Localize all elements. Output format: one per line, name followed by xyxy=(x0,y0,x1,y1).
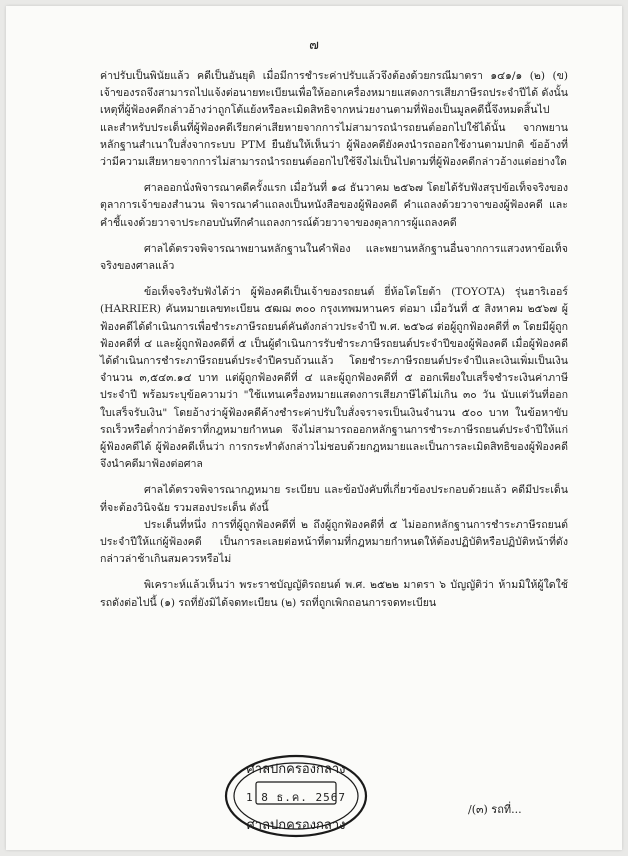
paragraph-evidence-review: ศาลได้ตรวจพิจารณาพยานหลักฐานในคำฟ้อง และพยานหลักฐานอื่นจากการแสวงหาข้อเท็จจริงของศาลแล้ว xyxy=(100,242,568,273)
paragraph-issue-one: ประเด็นที่หนึ่ง การที่ผู้ถูกฟ้องคดีที่ ๒ ถึงผู้ถูกฟ้องคดีที่ ๕ ไม่ออกหลักฐานการชำระภาษีรถยนต์ประจำปีให้แก่ผู้ฟ้องคดี เป็นการละเลยต่อหน้าที่ตามที่กฎหมายกำหนดให้ต้องปฏิบัติหรือปฏิบัติหน้าที่ดังกล่าวล่าช้าเกินสมควรหรือไม่ xyxy=(100,518,568,566)
stamp-court-name-top: ศาลปกครองกลาง xyxy=(246,762,346,777)
document-page xyxy=(6,6,622,850)
paragraph-law-review: ศาลได้ตรวจพิจารณากฎหมาย ระเบียบ และข้อบังคับที่เกี่ยวข้องประกอบด้วยแล้ว คดีมีประเด็นที่จะต้องวินิจฉัย รวมสองประเด็น ดังนี้ xyxy=(100,484,568,514)
paragraph-conclusion-fine: ค่าปรับเป็นพินัยแล้ว คดีเป็นอันยุติ เมื่อมีการชำระค่าปรับแล้วจึงต้องด้วยกรณีมาตรา ๑๔๑/๑ (๒) (ข) เจ้าของรถจึงสามารถไปแจ้งต่อนายทะเบียนเพื่อให้ออกเครื่องหมายแสดงการเสียภาษีรถประจำปีได้ ดังนั้น เหตุที่ผู้ฟ้องคดีกล่าวอ้างว่าถูกโต้แย้งหรือละเมิดสิทธิจากหน่วยงานตามที่ฟ้องเป็นมูลคดีนี้จึงหมดสิ้นไป และสำหรับประเด็นที่ผู้ฟ้องคดีเรียกค่าเสียหายจากการไม่สามารถนำรถยนต์ออกไปใช้ได้นั้น จากพยานหลักฐานสำเนาใบสั่งจากระบบ PTM ยืนยันให้เห็นว่า ผู้ฟ้องคดียังคงนำรถออกใช้งานตามปกติ ข้ออ้างที่ว่ามีความเสียหายจากการไม่สามารถนำรถยนต์ออกไปใช้จึงไม่เป็นไปตามที่ผู้ฟ้องคดีกล่าวอ้างแต่อย่างใด xyxy=(100,70,568,169)
paragraph-facts: ข้อเท็จจริงรับฟังได้ว่า ผู้ฟ้องคดีเป็นเจ้าของรถยนต์ ยี่ห้อโตโยต้า (TOYOTA) รุ่นฮาริเออร์ (HARRIER) คันหมายเลขทะเบียน ๕ฒฌ ๓๐๐ กรุงเทพมหานคร ต่อมา เมื่อวันที่ ๕ สิงหาคม ๒๕๖๗ ผู้ฟ้องคดีได้ดำเนินการเพื่อชำระภาษีรถยนต์คันดังกล่าวประจำปี พ.ศ. ๒๕๖๘ ต่อผู้ถูกฟ้องคดีที่ ๓ โดยมีผู้ถูกฟ้องคดีที่ ๔ และผู้ถูกฟ้องคดีที่ ๕ เป็นผู้ดำเนินการรับชำระภาษีรถยนต์ประจำปีของผู้ฟ้องคดี เมื่อผู้ฟ้องคดีได้ดำเนินการชำระภาษีรถยนต์ประจำปีครบถ้วนแล้ว โดยชำระภาษีรถยนต์ประจำปีและเงินเพิ่มเป็นเงินจำนวน ๓,๕๔๓.๑๔ บาท แต่ผู้ถูกฟ้องคดีที่ ๔ และผู้ถูกฟ้องคดีที่ ๕ ออกเพียงใบเสร็จชำระเงินค่าภาษีประจำปี พร้อมระบุข้อความว่า "ใช้แทนเครื่องหมายแสดงการเสียภาษีได้ไม่เกิน ๓๐ วัน นับแต่วันที่ออกใบเสร็จรับเงิน" โดยอ้างว่าผู้ฟ้องคดีค้างชำระค่าปรับใบสั่งจราจรเป็นเงินจำนวน ๕๐๐ บาท ในข้อหาขับรถเร็วหรือต่ำกว่าอัตราที่กฎหมายกำหนด จึงไม่สามารถออกหลักฐานการชำระภาษีรถยนต์ประจำปีให้แก่ผู้ฟ้องคดีได้ ผู้ฟ้องคดีเห็นว่า การกระทำดังกล่าวไม่ชอบด้วยกฎหมายและเป็นการละเมิดสิทธิของผู้ฟ้องคดี จึงนำคดีมาฟ้องต่อศาล xyxy=(100,286,568,471)
paragraph-analysis: พิเคราะห์แล้วเห็นว่า พระราชบัญญัติรถยนต์ พ.ศ. ๒๕๒๒ มาตรา ๖ บัญญัติว่า ห้ามมิให้ผู้ใดใช้รถดังต่อไปนี้ (๑) รถที่ยังมิได้จดทะเบียน (๒) รถที่ถูกเพิกถอนการจดทะเบียน xyxy=(100,579,568,609)
court-stamp xyxy=(222,752,370,840)
document-body xyxy=(100,68,568,612)
continuation-marker: /(๓) รถที่... xyxy=(468,803,522,816)
page-number: ๗ xyxy=(309,38,319,53)
paragraph-first-hearing: ศาลออกนั่งพิจารณาคดีครั้งแรก เมื่อวันที่ ๑๘ ธันวาคม ๒๕๖๗ โดยได้รับฟังสรุปข้อเท็จจริงของตุลาการเจ้าของสำนวน พิจารณาคำแถลงเป็นหนังสือของผู้ฟ้องคดี คำแถลงด้วยวาจาของผู้ฟ้องคดี และคำชี้แจงด้วยวาจาประกอบบันทึกคำแถลงการณ์ด้วยวาจาของตุลาการผู้แถลงคดี xyxy=(100,182,568,229)
stamp-court-name-bottom: ศาลปกครองกลาง xyxy=(246,818,346,833)
stamp-date: 1 8 ธ.ค. 2567 xyxy=(246,791,346,804)
